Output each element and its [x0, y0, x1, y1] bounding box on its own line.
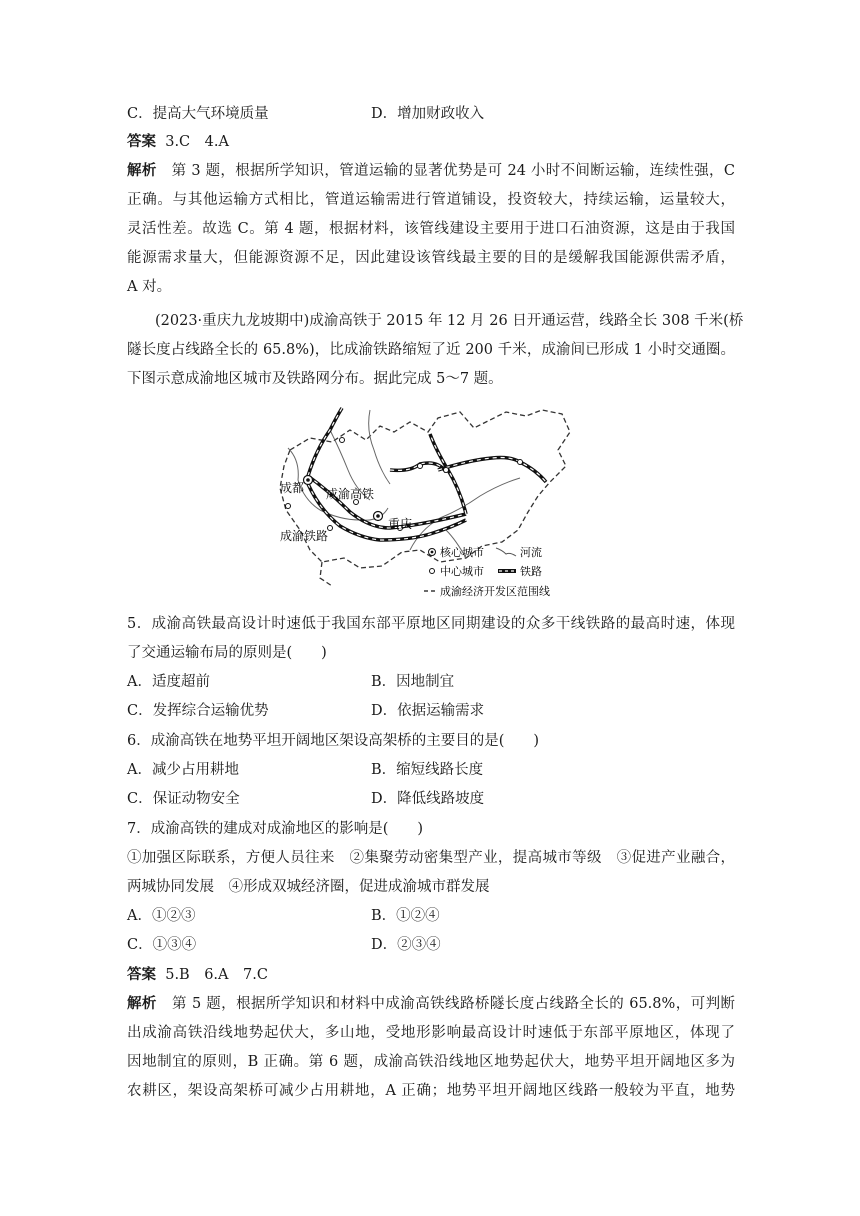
q7-option-a: A．①②③	[127, 908, 196, 924]
analysis-line: 正确。与其他运输方式相比，管道运输需进行管道铺设，投资较大，持续运输，运量较大，	[127, 192, 735, 208]
svg-text:河流: 河流	[520, 546, 542, 559]
river	[369, 410, 390, 484]
svg-text:中心城市: 中心城市	[440, 565, 484, 578]
river-symbol-icon	[496, 548, 516, 556]
label-tielu: 成渝铁路	[280, 529, 329, 543]
analysis-line: 因地制宜的原则，B 正确。第 6 题，成渝高铁沿线地区地势起伏大，地势平坦开阔地区多为	[127, 1054, 735, 1070]
center-city	[418, 464, 423, 469]
center-city	[444, 468, 449, 473]
q7-stem: 7．成渝高铁的建成对成渝地区的影响是( )	[127, 821, 424, 837]
q4-option-d: D．增加财政收入	[371, 106, 485, 122]
label-chengdu: 成都	[280, 481, 305, 495]
answer-text: 3.C 4.A	[165, 134, 229, 150]
center-city	[286, 504, 291, 509]
q4-option-c: C．提高大气环境质量	[127, 106, 269, 122]
q6-option-c: C．保证动物安全	[127, 791, 240, 807]
analysis-line: A 对。	[127, 279, 172, 295]
chengyu-railway-map	[270, 400, 600, 600]
q6-option-b: B．缩短线路长度	[371, 762, 484, 778]
q6-option-d: D．降低线路坡度	[371, 791, 485, 807]
q5-option-b: B．因地制宜	[371, 674, 455, 690]
center-city	[518, 460, 523, 465]
answer-label: 答案	[127, 134, 156, 150]
label-gaotie: 成渝高铁	[326, 487, 375, 501]
label-chongqing: 重庆	[388, 517, 413, 531]
q6-option-a: A．减少占用耕地	[127, 762, 239, 778]
q7-option-c: C．①③④	[127, 937, 197, 953]
material-line: (2023·重庆九龙坡期中)成渝高铁于 2015 年 12 月 26 日开通运营，线路全长 308 千米(桥	[155, 313, 744, 329]
center-city-symbol-icon	[430, 569, 435, 574]
answer-row-5-7	[127, 964, 268, 986]
q7-option-d: D．②③④	[371, 937, 441, 953]
railway-lines	[308, 408, 546, 540]
material-line: 隧长度占线路全长的 65.8%)，比成渝铁路缩短了近 200 千米，成渝间已形成 1 小时交通圈。	[127, 342, 735, 358]
answer-row-3-4	[127, 131, 229, 153]
answer-text: 5.B 6.A 7.C	[165, 967, 268, 983]
map-legend	[424, 545, 550, 598]
q5-stem: 了交通运输布局的原则是( )	[127, 645, 327, 661]
center-city	[340, 438, 345, 443]
q5-option-c: C．发挥综合运输优势	[127, 703, 269, 719]
q5-option-a: A．适度超前	[127, 674, 210, 690]
q7-items: 两城协同发展 ④形成双城经济圈，促进成渝城市群发展	[127, 879, 490, 895]
q6-stem: 6．成渝高铁在地势平坦开阔地区架设高架桥的主要目的是( )	[127, 733, 540, 749]
svg-text:核心城市: 核心城市	[440, 546, 484, 559]
q5-stem: 5．成渝高铁最高设计时速低于我国东部平原地区同期建设的众多干线铁路的最高时速，体现	[127, 616, 735, 632]
answer-label: 答案	[127, 967, 156, 983]
analysis-line: 灵活性差。故选 C。第 4 题，根据材料，该管线建设主要用于进口石油资源，这是由于我国	[127, 221, 735, 237]
q7-items: ①加强区际联系，方便人员往来 ②集聚劳动密集型产业，提高城市等级 ③促进产业融合，	[127, 850, 735, 866]
analysis-line: 出成渝高铁沿线地势起伏大，多山地，受地形影响最高设计时速低于东部平原地区，体现了	[127, 1025, 735, 1041]
q7-option-b: B．①②④	[371, 908, 440, 924]
center-city	[328, 526, 333, 531]
svg-text:铁路: 铁路	[520, 565, 542, 578]
analysis-line: 能源需求量大，但能源资源不足，因此建设该管线最主要的目的是缓解我国能源供需矛盾，	[127, 250, 735, 266]
q5-option-d: D．依据运输需求	[371, 703, 485, 719]
analysis-label: 解析	[127, 163, 157, 179]
material-line: 下图示意成渝地区城市及铁路网分布。据此完成 5～7 题。	[127, 371, 503, 387]
analysis-line: 解析 第 3 题，根据所学知识，管道运输的显著优势是可 24 小时不间断运输，连续性强，C	[127, 163, 735, 179]
svg-text:成渝经济开发区范围线: 成渝经济开发区范围线	[440, 585, 550, 598]
analysis-line: 解析 第 5 题，根据所学知识和材料中成渝高铁线路桥隧长度占线路全长的 65.8%，可判断	[127, 996, 736, 1012]
analysis-label: 解析	[127, 996, 157, 1012]
analysis-line: 农耕区，架设高架桥可减少占用耕地，A 正确；地势平坦开阔地区线路一般较为平直，地势	[127, 1083, 735, 1099]
